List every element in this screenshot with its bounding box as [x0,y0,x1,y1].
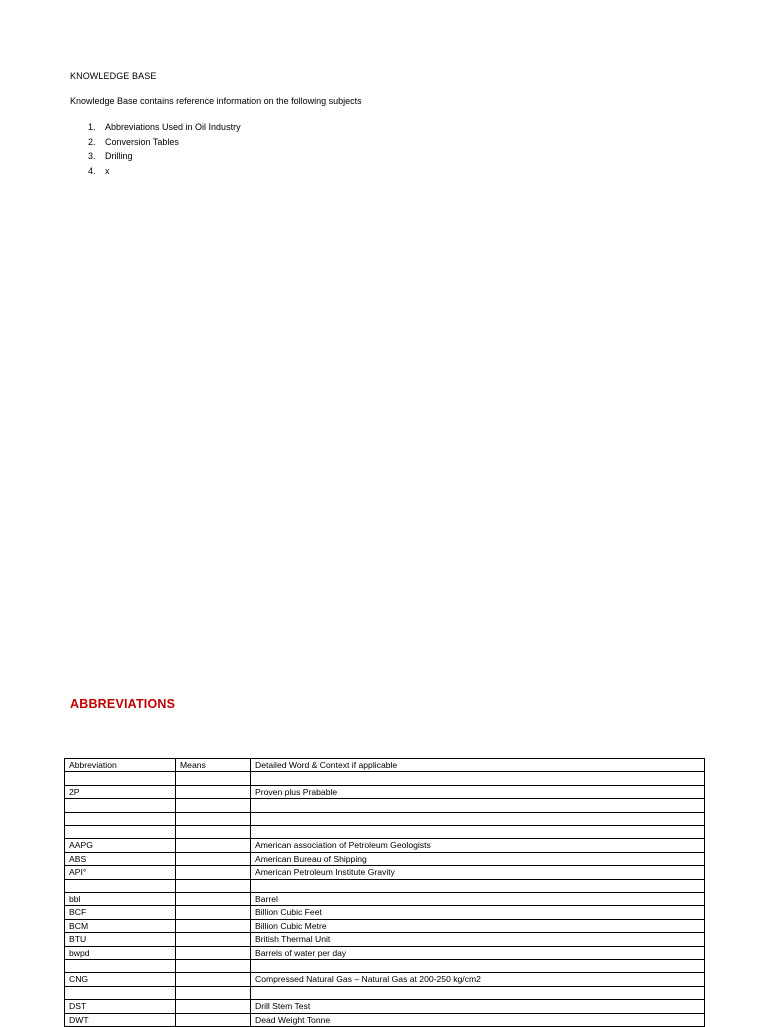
abbreviation-cell: ABS [65,852,176,865]
subject-number: 4. [88,166,96,177]
abbreviation-cell [65,986,176,999]
abbreviation-cell [65,879,176,892]
abbreviation-cell [65,812,176,825]
subject-list [70,120,241,179]
abbreviation-cell: CNG [65,973,176,986]
section-title: ABBREVIATIONS [70,697,176,711]
table-row [65,919,705,932]
detail-cell [251,772,705,785]
means-cell [176,892,251,905]
means-cell [176,960,251,973]
means-cell [176,1000,251,1013]
abbreviation-cell: BTU [65,933,176,946]
table-row [65,812,705,825]
detail-cell [251,799,705,812]
subject-list-item [70,149,241,164]
subject-list-item [70,164,241,179]
subject-number: 3. [88,151,96,162]
detail-cell: Drill Stem Test [251,1000,705,1013]
table-row [65,825,705,838]
means-cell [176,946,251,959]
means-cell [176,919,251,932]
subject-label: Abbreviations Used in Oil Industry [105,122,241,132]
detail-cell: Barrels of water per day [251,946,705,959]
means-cell [176,852,251,865]
abbreviation-cell: AAPG [65,839,176,852]
table-row [65,946,705,959]
table-row [65,960,705,973]
means-cell [176,772,251,785]
detail-cell [251,812,705,825]
abbreviation-cell [65,825,176,838]
document-heading: KNOWLEDGE BASE [70,71,157,81]
abbreviation-cell: BCM [65,919,176,932]
means-cell [176,866,251,879]
table-row [65,866,705,879]
means-cell [176,986,251,999]
abbreviation-cell [65,772,176,785]
detail-cell: American association of Petroleum Geologists [251,839,705,852]
detail-cell: British Thermal Unit [251,933,705,946]
means-cell [176,799,251,812]
detail-cell [251,879,705,892]
means-cell [176,839,251,852]
subject-number: 1. [88,122,96,132]
detail-cell: Billion Cubic Metre [251,919,705,932]
means-cell [176,825,251,838]
table-row [65,1013,705,1026]
table-row [65,852,705,865]
abbreviation-cell: API° [65,866,176,879]
column-header: Detailed Word & Context if applicable [251,759,705,772]
detail-cell: Compressed Natural Gas – Natural Gas at 200-250 kg/cm2 [251,973,705,986]
table-row [65,973,705,986]
detail-cell [251,825,705,838]
table-row [65,906,705,919]
subject-label: Drilling [105,151,133,162]
means-cell [176,973,251,986]
table-header-row [65,759,705,772]
means-cell [176,812,251,825]
column-header: Means [176,759,251,772]
table-row [65,933,705,946]
detail-cell: American Bureau of Shipping [251,852,705,865]
table-row [65,785,705,798]
table-row [65,772,705,785]
means-cell [176,1013,251,1026]
means-cell [176,879,251,892]
table-row [65,1000,705,1013]
table-row [65,986,705,999]
subject-label: x [105,166,110,177]
detail-cell [251,960,705,973]
subject-number: 2. [88,136,96,147]
column-header: Abbreviation [65,759,176,772]
intro-text: Knowledge Base contains reference information on the following subjects [70,96,362,106]
means-cell [176,933,251,946]
detail-cell: Dead Weight Tonne [251,1013,705,1026]
table-row [65,799,705,812]
abbreviation-cell: DWT [65,1013,176,1026]
table-row [65,879,705,892]
detail-cell: Billion Cubic Feet [251,906,705,919]
detail-cell: Barrel [251,892,705,905]
abbreviations-table [64,758,705,1027]
abbreviation-cell: 2P [65,785,176,798]
abbreviation-cell: BCF [65,906,176,919]
subject-label: Conversion Tables [105,136,179,147]
means-cell [176,785,251,798]
table-row [65,892,705,905]
abbreviation-cell [65,799,176,812]
detail-cell [251,986,705,999]
abbreviation-cell: bbl [65,892,176,905]
subject-list-item [70,120,241,135]
abbreviation-cell: DST [65,1000,176,1013]
means-cell [176,906,251,919]
detail-cell: American Petroleum Institute Gravity [251,866,705,879]
table-row [65,839,705,852]
subject-list-item [70,135,241,150]
abbreviation-cell: bwpd [65,946,176,959]
detail-cell: Proven plus Prabable [251,785,705,798]
abbreviation-cell [65,960,176,973]
